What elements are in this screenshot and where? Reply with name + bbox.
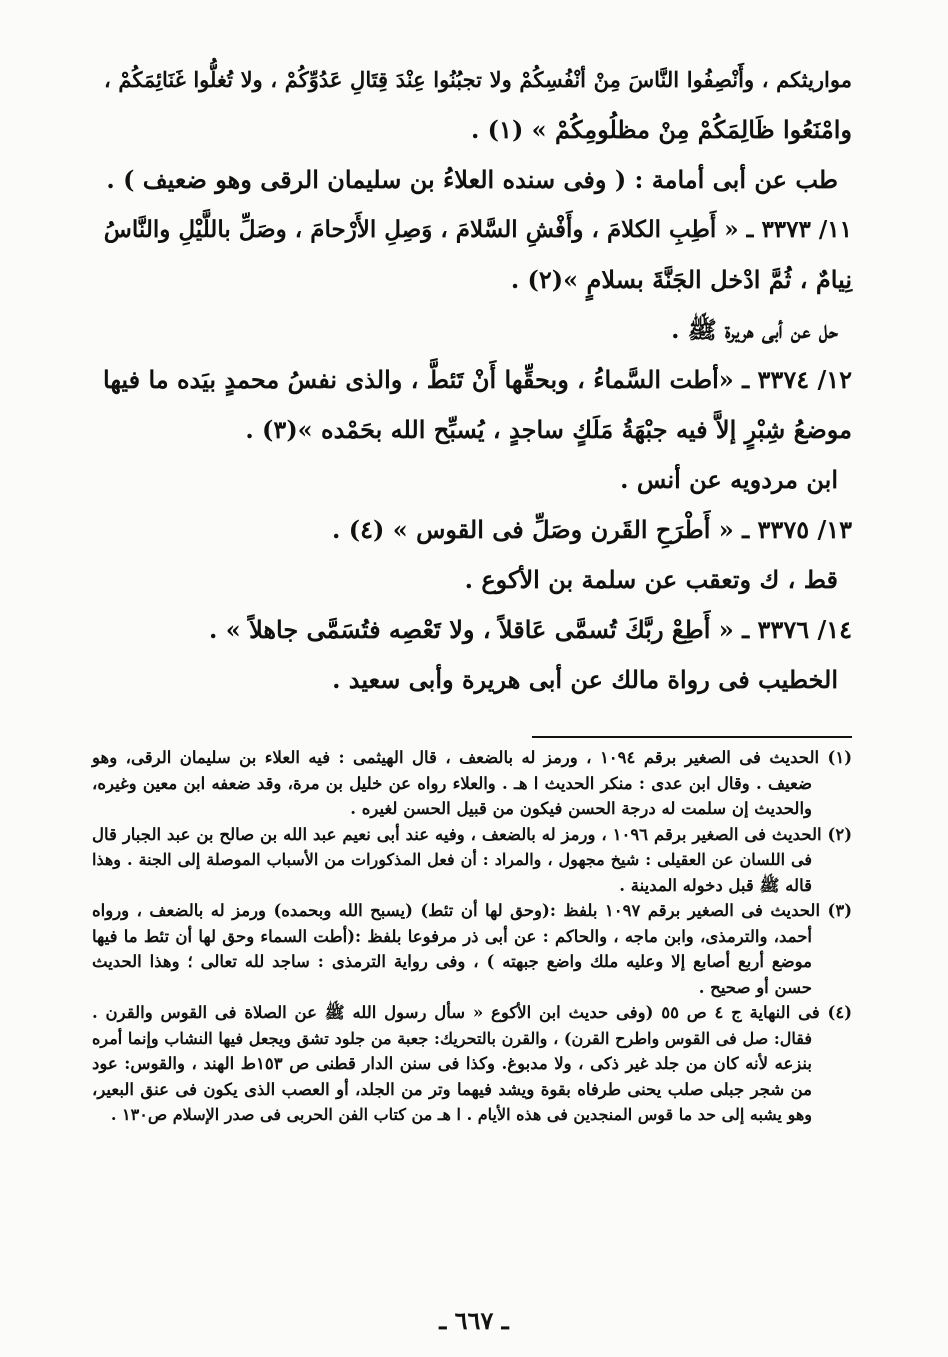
footnote-line: فى اللسان عن العقيلى : شيخ مجهول ، والمراد : أن فعل المذكورات من الأسباب الموصلة إلى الجنة . وهذا xyxy=(92,850,812,869)
footnote-line: فقال: صل فى القوس واطرح القرن) ، والقرن بالتحريك: جعبة من جلود تشق ويجعل فيها النشاب وإنما أمره xyxy=(92,1028,812,1048)
footnote-line: والحديث إن سلمت له درجة الحسن فيكون من قبيل الحسن لغيره . xyxy=(350,799,812,818)
main-text xyxy=(104,62,852,698)
footnote-line: حسن أو صحيح . xyxy=(698,977,812,997)
footnote-line: (٢) الحديث فى الصغير برقم ١٠٩٦ ، ورمز له بالضعف ، وفيه عند أبى نعيم عبد الله بن صالح بن عبد الجبار قال xyxy=(92,824,852,844)
hadith-line: ١٢/ ٣٣٧٤ ـ «أطت السَّماءُ ، وبحقِّها أَنْ تَئطَّ ، والذى نفسُ محمدٍ بيَده ما فيها xyxy=(103,365,852,394)
hadith-line: ١٤/ ٣٣٧٦ ـ « أَطِعْ ربَّكَ تُسمَّى عَاقلاً ، ولا تَعْصِه فتُسَمَّى جاهلاً » . xyxy=(209,615,852,644)
source-line: قط ، ك وتعقب عن سلمة بن الأكوع . xyxy=(464,565,838,594)
footnote-1 xyxy=(92,745,852,822)
source-line: ابن مردويه عن أنس . xyxy=(620,465,838,494)
footnote-line: أحمد، والترمذى، وابن ماجه ، والحاكم : عن أبى ذر مرفوعا بلفظ :(أطت السماء وحق لها أن تئط ما فيها xyxy=(92,926,812,946)
footnote-line: (٣) الحديث فى الصغير برقم ١٠٩٧ بلفظ :(وحق لها أن تئط) (يسبح الله وبحمده) ورمز له بالضعف ، ورواه xyxy=(92,901,852,920)
footnote-line: من شجر جبلى صلب يحنى طرفاه بقوة ويشد فيهما وتر من الجلد، أو العصب الذى يكون فى عنق البعير، xyxy=(92,1079,812,1099)
footnote-line: قاله ﷺ قبل دخوله المدينة . xyxy=(619,875,812,895)
footnote-line: (١) الحديث فى الصغير برقم ١٠٩٤ ، ورمز له بالضعف ، قال الهيثمى : فيه العلاء بن سليمان الرقى، وهو xyxy=(92,748,852,767)
text-line: موضعُ شِبْرٍ إلاَّ فيه جبْهَةُ مَلَكٍ ساجدٍ ، يُسبِّح الله بحَمْده »(٣) . xyxy=(245,415,852,444)
page-number: ـ ٦٦٧ ـ xyxy=(439,1306,509,1335)
footnote-line: موضع أربع أصابع إلا وعليه ملك واضع جبهته ) ، وفى رواية الترمذى : ساجد لله تعالى ؛ وهذا الحديث xyxy=(92,952,812,971)
footnote-2 xyxy=(92,822,852,899)
text-line: مواريثكم ، وأَنْصِفُوا النَّاسَ مِنْ أنْفُسِكُمْ ولا تجبُنُوا عِنْدَ قِتَالِ عَدُوِّكُمْ ، ولا تُغلُّوا غَنَائِمَكُمْ ، xyxy=(104,67,852,92)
footnote-separator xyxy=(532,736,852,738)
hadith-line: ١١/ ٣٣٧٣ ـ « أَطِبِ الكلامَ ، وأَفْشِ السَّلامَ ، وَصِلِ الأَرْحامَ ، وصَلِّ باللَّيْلِ والنَّاسُ xyxy=(103,216,852,243)
text-line: وامْنَعُوا ظَالِمَكُمْ مِنْ مظلُومِكُمْ » (١) . xyxy=(470,115,852,144)
footnote-line: (٤) فى النهاية ج ٤ ص ٥٥ (وفى حديث ابن الأكوع « سأل رسول الله ﷺ عن الصلاة فى القوس والقرن . xyxy=(92,1003,852,1022)
footnote-3 xyxy=(92,898,852,1000)
source-line: طب عن أبى أمامة : ( وفى سنده العلاءُ بن سليمان الرقى وهو ضعيف ) . xyxy=(106,165,838,194)
text-line: نِيامٌ ، ثُمَّ ادْخل الجَنَّةَ بسلامٍ »(٢) . xyxy=(510,265,852,294)
source-line: حل عن أبى هريرة ﷺ . xyxy=(671,315,838,344)
footnote-line: ضعيف . وقال ابن عدى : منكر الحديث ا هـ . والعلاء رواه عن خليل بن مرة، وقد ضعفه ابن معين وغيره، xyxy=(92,773,812,793)
footnote-4 xyxy=(92,1000,852,1128)
footnote-line: وهو يشبه إلى حد ما قوس المنجدين فى هذه الأيام . ا هـ من كتاب الفن الحربى فى صدر الإسلام ص١٣٠ . xyxy=(110,1105,812,1124)
footnote-line: بنزعه لأنه كان من جلد غير ذكى ، ولا مدبوغ. وكذا فى سنن الدار قطنى ص ١٥٣ط الهند ، والقوس: عود xyxy=(92,1054,812,1073)
hadith-line: ١٣/ ٣٣٧٥ ـ « أَطْرَحِ القَرن وصَلِّ فى القوس » (٤) . xyxy=(332,515,852,544)
source-line: الخطيب فى رواة مالك عن أبى هريرة وأبى سعيد . xyxy=(332,665,838,694)
footnotes xyxy=(92,745,852,1128)
